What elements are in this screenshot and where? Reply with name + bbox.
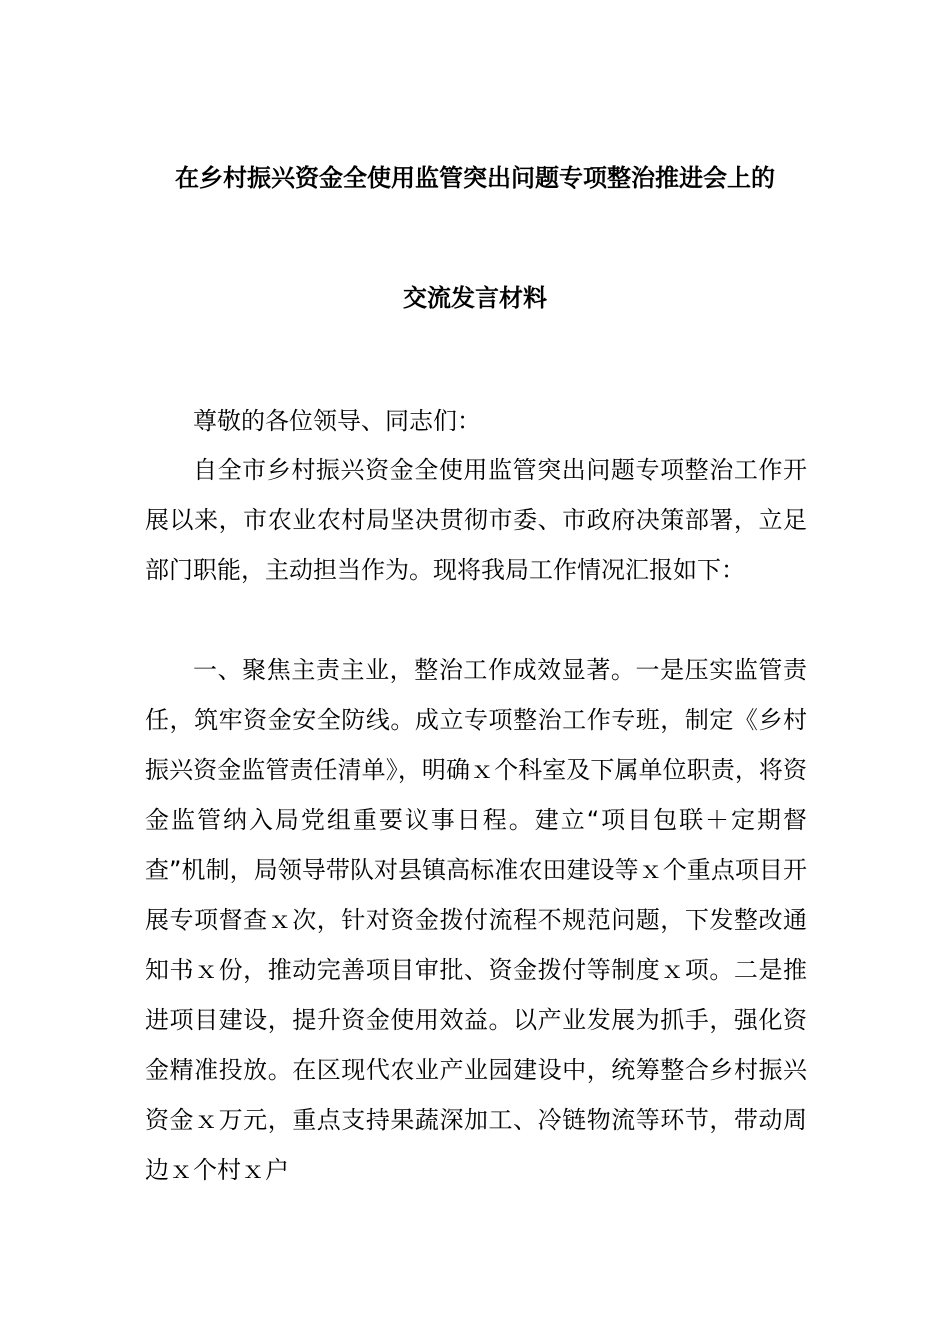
document-title-line-2: 交流发言材料 — [403, 284, 547, 312]
greeting: 尊敬的各位领导、同志们： — [193, 407, 481, 435]
paragraph-intro: 自全市乡村振兴资金全使用监管突出问题专项整治工作开展以来，市农业农村局坚决贯彻市委、市政府决策部署，立足部门职能，主动担当作为。现将我局工作情况汇报如下： — [145, 456, 807, 584]
document-title-line-1: 在乡村振兴资金全使用监管突出问题专项整治推进会上的 — [175, 164, 775, 192]
paragraph-section-1: 一、聚焦主责主业，整治工作成效显著。一是压实监管责任，筑牢资金安全防线。成立专项整治工作专班，制定《乡村振兴资金监管责任清单》，明确ｘ个科室及下属单位职责，将资金监管纳入局党组重要议事日程。建立“项目包联＋定期督查”机制，局领导带队对县镇高标准农田建设等ｘ个重点项目开展专项督查ｘ次，针对资金拨付流程不规范问题，下发整改通知书ｘ份，推动完善项目审批、资金拨付等制度ｘ项。二是推进项目建设，提升资金使用效益。以产业发展为抓手，强化资金精准投放。在区现代农业产业园建设中，统筹整合乡村振兴资金ｘ万元，重点支持果蔬深加工、冷链物流等环节，带动周边ｘ个村ｘ户 — [145, 656, 807, 1184]
